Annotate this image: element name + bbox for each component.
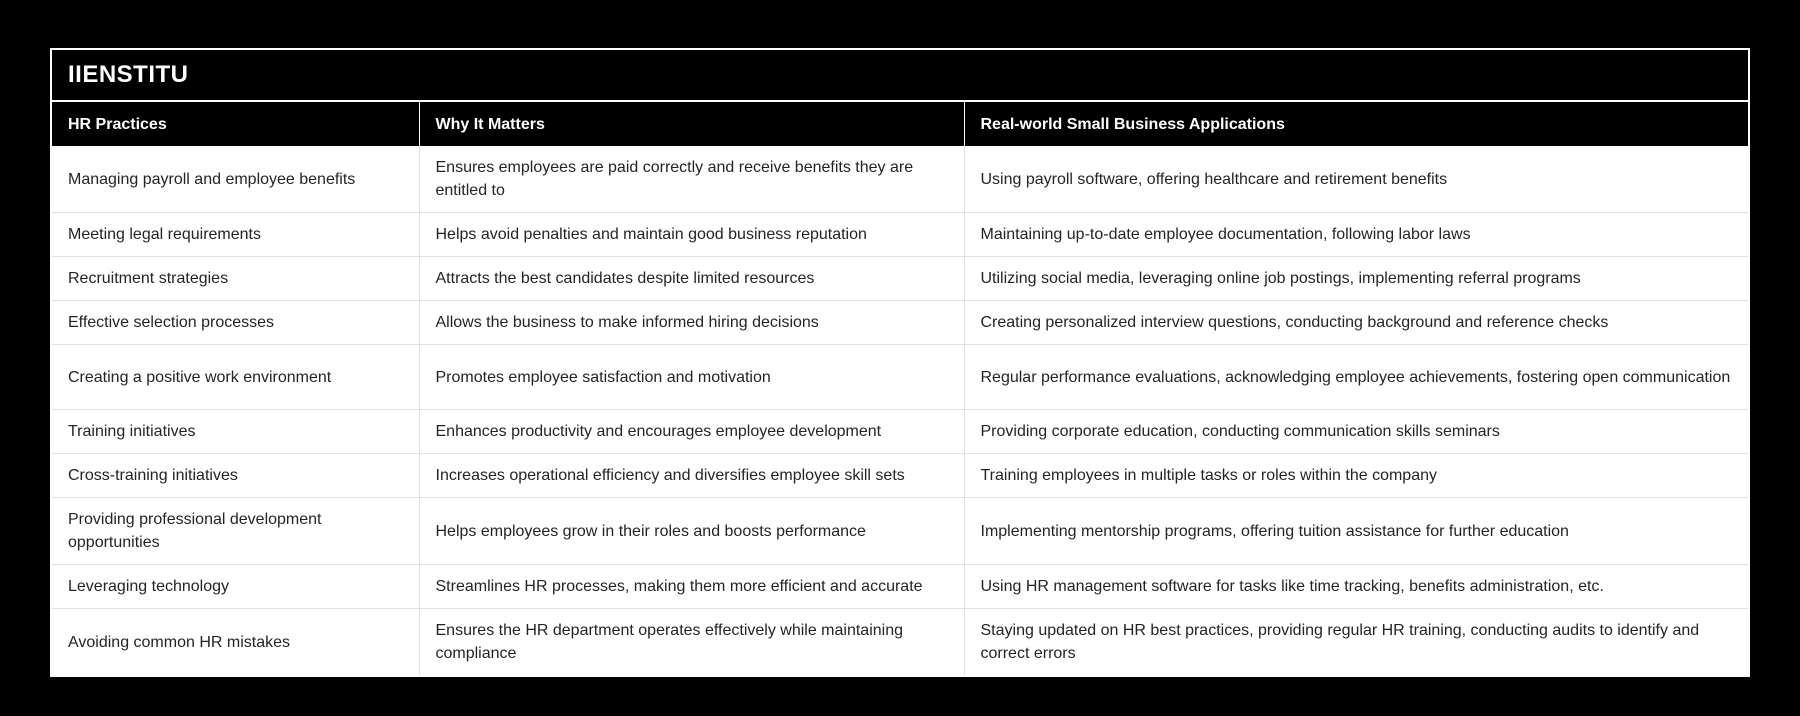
hr-practices-table <box>52 102 1748 675</box>
table-row <box>52 498 1748 565</box>
cell-practice: Meeting legal requirements <box>52 213 419 257</box>
title-bar <box>52 50 1748 102</box>
cell-why: Allows the business to make informed hiring decisions <box>419 301 964 345</box>
cell-application: Using HR management software for tasks like time tracking, benefits administration, etc. <box>964 565 1748 609</box>
table-row <box>52 301 1748 345</box>
cell-practice: Creating a positive work environment <box>52 345 419 410</box>
cell-why: Enhances productivity and encourages employee development <box>419 410 964 454</box>
table-row <box>52 565 1748 609</box>
table-row <box>52 609 1748 676</box>
table-row <box>52 410 1748 454</box>
cell-why: Helps employees grow in their roles and boosts performance <box>419 498 964 565</box>
cell-application: Training employees in multiple tasks or roles within the company <box>964 454 1748 498</box>
table-row <box>52 454 1748 498</box>
table-card <box>50 48 1750 677</box>
table-row <box>52 213 1748 257</box>
cell-why: Helps avoid penalties and maintain good business reputation <box>419 213 964 257</box>
cell-application: Utilizing social media, leveraging online job postings, implementing referral programs <box>964 257 1748 301</box>
cell-why: Promotes employee satisfaction and motivation <box>419 345 964 410</box>
column-header-applications: Real-world Small Business Applications <box>964 102 1748 146</box>
cell-application: Staying updated on HR best practices, providing regular HR training, conducting audits to identify and correct errors <box>964 609 1748 676</box>
cell-practice: Recruitment strategies <box>52 257 419 301</box>
table-row <box>52 257 1748 301</box>
cell-practice: Effective selection processes <box>52 301 419 345</box>
cell-application: Creating personalized interview questions, conducting background and reference checks <box>964 301 1748 345</box>
cell-why: Ensures the HR department operates effectively while maintaining compliance <box>419 609 964 676</box>
cell-application: Regular performance evaluations, acknowledging employee achievements, fostering open communication <box>964 345 1748 410</box>
cell-why: Streamlines HR processes, making them more efficient and accurate <box>419 565 964 609</box>
cell-practice: Avoiding common HR mistakes <box>52 609 419 676</box>
cell-practice: Training initiatives <box>52 410 419 454</box>
column-header-hr-practices: HR Practices <box>52 102 419 146</box>
cell-application: Using payroll software, offering healthcare and retirement benefits <box>964 146 1748 213</box>
cell-application: Maintaining up-to-date employee documentation, following labor laws <box>964 213 1748 257</box>
table-row <box>52 345 1748 410</box>
cell-practice: Providing professional development opportunities <box>52 498 419 565</box>
table-header-row <box>52 102 1748 146</box>
cell-application: Implementing mentorship programs, offering tuition assistance for further education <box>964 498 1748 565</box>
cell-practice: Cross-training initiatives <box>52 454 419 498</box>
cell-why: Attracts the best candidates despite limited resources <box>419 257 964 301</box>
cell-application: Providing corporate education, conducting communication skills seminars <box>964 410 1748 454</box>
brand-title: IIENSTITU <box>68 61 189 88</box>
cell-practice: Leveraging technology <box>52 565 419 609</box>
table-row <box>52 146 1748 213</box>
column-header-why-it-matters: Why It Matters <box>419 102 964 146</box>
cell-why: Ensures employees are paid correctly and receive benefits they are entitled to <box>419 146 964 213</box>
cell-practice: Managing payroll and employee benefits <box>52 146 419 213</box>
cell-why: Increases operational efficiency and diversifies employee skill sets <box>419 454 964 498</box>
